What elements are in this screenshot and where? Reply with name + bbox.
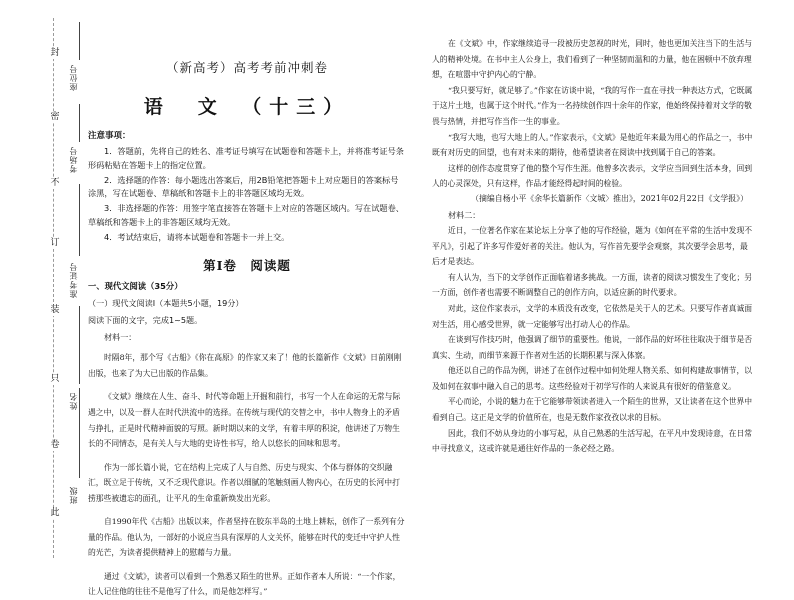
name-field-label: 姓名 [69, 392, 78, 410]
notes-heading: 注意事项： [88, 131, 131, 141]
passage-paragraph: 因此，我们不妨从身边的小事写起，从自己熟悉的生活写起，在平凡中发现诗意，在日常中寻找意义，这或许就是通往好作品的一条必经之路。 [432, 428, 753, 454]
passage-paragraph: 在谈到写作技巧时，他强调了细节的重要性。他说，一部作品的好坏往往取决于细节是否真实、生动，而细节来源于作者对生活的长期积累与深入体察。 [432, 335, 753, 360]
passage-paragraph: 这样的创作态度贯穿了他的整个写作生涯。他曾多次表示，文学应当回到生活本身，回到人的心灵深处，只有这样，作品才能经得起时间的检验。 [432, 163, 753, 189]
binding-char: 此 [50, 508, 60, 518]
passage-paragraph: 对此，这位作家表示，文学的本质没有改变，它依然是关于人的艺术。只要写作者真诚面对生活，用心感受世界，就一定能够写出打动人心的作品。 [432, 303, 753, 329]
right-column [432, 36, 754, 457]
source-citation: （摘编自杨小平《余华长篇新作〈文城〉推出》，2021年02月22日《文学报》） [471, 193, 748, 203]
seat-field-line[interactable] [79, 22, 80, 60]
passage-paragraph: 时隔8年，那个写《古船》《你在高原》的作家又来了！他的长篇新作《文斌》日前刚刚出版，也来了为大已出版的作品集。 [88, 353, 402, 378]
passage-paragraph: “我写大地，也写大地上的人。”作家表示，《文斌》是他近年来最为用心的作品之一，书中既有对历史的回望，也有对未来的期待，他希望读者在阅读中找到属于自己的答案。 [432, 132, 753, 158]
material-label: 材料二： [448, 209, 481, 220]
part-heading: 一、现代文阅读（35分） [88, 280, 183, 291]
binding-char: 只 [50, 374, 60, 384]
binding-char: 不 [50, 178, 60, 188]
binding-char: 卷 [50, 440, 60, 450]
note-item: 1．答题前，先将自己的姓名、准考证号填写在试题卷和答题卡上，并将准考证号条形码粘贴在答题卡上的指定位置。 [88, 146, 404, 170]
note-item: 4．考试结束后，请将本试题卷和答题卡一并上交。 [104, 231, 290, 242]
passage-paragraph: 《文斌》继续在人生、奋斗、时代等命题上开掘和前行，书写一个人在命运的无常与际遇之中，以及一群人在时代洪流中的选择。在传统与现代的交替之中，书中人物身上的矛盾与挣扎，正是时代精神面貌的写照。新时期以来的文学，有着丰厚的积淀，他讲述了万物生长的不同情态，是有关人与大地的史诗性书写，给人以悠长的回味和思考。 [88, 392, 401, 449]
passage-paragraph: 自1990年代《古船》出版以来，作者坚持在胶东半岛的土地上耕耘，创作了一系列有分量的作品。他认为，一部好的小说应当具有深厚的人文关怀，能够在时代的变迁中守护人性的光芒，为读者提供精神上的慰藉与力量。 [88, 517, 405, 558]
binding-dashed-line [53, 18, 54, 558]
class-field-label: 班级 [69, 486, 78, 504]
binding-margin [0, 0, 92, 562]
passage-paragraph: 有人认为，当下的文学创作正面临着诸多挑战。一方面，读者的阅读习惯发生了变化；另一方面，创作者也需要不断调整自己的创作方向，以适应新的时代要求。 [432, 272, 753, 298]
exam-id-field-line[interactable] [79, 184, 80, 256]
passage-paragraph: 他还以自己的作品为例，讲述了在创作过程中如何处理人物关系、如何构建故事情节，以及如何在叙事中融入自己的思考。这些经验对于初学写作的人来说具有很好的借鉴意义。 [432, 366, 753, 391]
left-column [88, 58, 406, 600]
note-item: 3．非选择题的作答：用签字笔直接答在答题卡上对应的答题区域内。写在试题卷、草稿纸和答题卡上的非答题区域均无效。 [88, 203, 404, 227]
passage-paragraph: 近日，一位著名作家在某论坛上分享了他的写作经验，题为《如何在平常的生活中发现不平凡》，引起了许多写作爱好者的关注。他认为，写作首先要学会观察，其次要学会思考，最后才是表达。 [432, 225, 753, 267]
subject-title: 语 文 （十三） [143, 96, 351, 118]
binding-char: 封 [50, 48, 60, 58]
section-title: 第Ⅰ卷 阅读题 [203, 257, 291, 273]
passage-paragraph: “我只要写好，就足够了。”作家在访谈中说，“我的写作一直在寻找一种表达方式，它既属于这片土地，也属于这个时代。”作为一名持续创作四十余年的作家，他始终保持着对文学的敬畏与热情，并把写作当作一生的事业。 [432, 85, 753, 126]
note-item: 2．选择题的作答：每小题选出答案后，用2B铅笔把答题卡上对应题目的答案标号涂黑，写在试题卷、草稿纸和答题卡上的非答题区域均无效。 [88, 174, 399, 199]
name-field-line[interactable] [79, 306, 80, 384]
binding-char: 装 [50, 305, 60, 315]
class-field-line[interactable] [79, 388, 80, 478]
passage-paragraph: 在《文斌》中，作家继续追寻一段被历史忽视的时光，同时，他也更加关注当下的生活与人的精神处境。在书中主人公身上，我们看到了一种坚韧而温和的力量，他在困顿中不放弃理想，在喧嚣中守护内心的宁静。 [432, 39, 753, 80]
passage-paragraph: 作为一部长篇小说，它在结构上完成了人与自然、历史与现实、个体与群体的交织融汇，既立足于传统，又不乏现代意识。作者以细腻的笔触刻画人物内心，在历史的长河中打捞那些被遗忘的面孔，让平凡的生命重新焕发出光彩。 [88, 462, 400, 503]
exam-title: （新高考）高考考前冲刺卷 [165, 60, 328, 75]
room-field-line[interactable] [79, 104, 80, 142]
passage-paragraph: 平心而论，小说的魅力在于它能够带领读者进入一个陌生的世界，又让读者在这个世界中看到自己。这正是文学的价值所在，也是无数作家孜孜以求的目标。 [432, 397, 753, 423]
sub-heading: （一）现代文阅读Ⅰ（本题共5小题，19分） [88, 297, 244, 308]
passage-paragraph: 通过《文斌》，读者可以看到一个熟悉又陌生的世界。正如作者本人所说：“一个作家，让人记住他的往往不是他写了什么，而是他怎样写。” [88, 571, 401, 597]
seat-field-label: 座位号 [69, 64, 78, 91]
exam-id-field-label: 准考证号 [69, 262, 78, 298]
instruction: 阅读下面的文字，完成1~5题。 [88, 314, 203, 325]
binding-char: 订 [50, 238, 60, 248]
binding-char: 密 [50, 112, 60, 122]
material-label: 材料一： [104, 331, 137, 342]
room-field-label: 考场号 [69, 146, 78, 173]
